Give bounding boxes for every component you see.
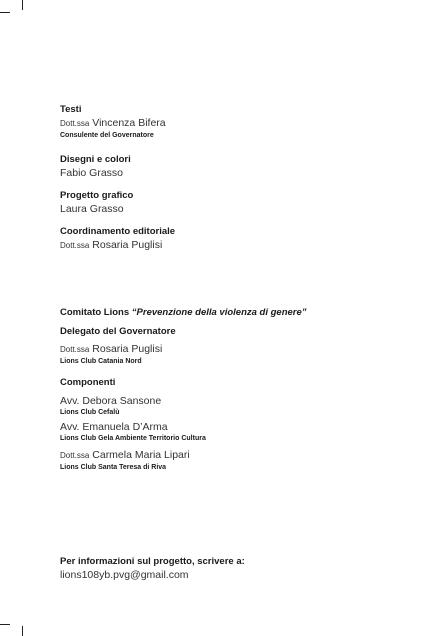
club-name: Lions Club Catania Nord (60, 358, 142, 365)
person-name: Laura Grasso (60, 203, 124, 215)
person-role: Consulente del Governatore (60, 132, 154, 139)
person-name: Avv. Debora Sansone (60, 395, 162, 407)
credit-label: Disegni e colori (60, 154, 131, 165)
person-name: Vincenza Bifera (92, 117, 166, 129)
section-label: Delegato del Governatore (60, 326, 176, 337)
person-name: Carmela Maria Lipari (92, 449, 190, 461)
credit-label: Testi (60, 104, 82, 115)
honorific: Dott.ssa (60, 345, 90, 354)
comitato-name: “Prevenzione della violenza di genere” (131, 307, 307, 318)
club-name: Lions Club Santa Teresa di Riva (60, 464, 167, 471)
member-item (60, 394, 420, 418)
credit-testi (60, 104, 420, 141)
member-item (60, 420, 420, 444)
crop-mark-top-left (0, 12, 10, 13)
member-item (60, 448, 420, 473)
crop-mark-bottom-left (0, 624, 10, 625)
person-name: Avv. Emanuela D’Arma (60, 421, 168, 433)
crop-mark-bottom (22, 626, 23, 636)
contact-email[interactable]: lions108yb.pvg@gmail.com (60, 569, 189, 581)
club-name: Lions Club Cefalù (60, 409, 120, 416)
honorific: Dott.ssa (60, 451, 90, 460)
comitato-heading: Comitato Lions “Prevenzione della violenza di genere” (60, 307, 307, 318)
componenti-label: Componenti (60, 377, 116, 388)
credit-label: Progetto grafico (60, 190, 134, 201)
contact-section (60, 556, 420, 582)
club-name: Lions Club Gela Ambiente Territorio Cultura (60, 435, 206, 442)
person-name: Rosaria Puglisi (92, 343, 163, 355)
person-name: Rosaria Puglisi (92, 239, 163, 251)
credit-label: Coordinamento editoriale (60, 226, 176, 237)
honorific: Dott.ssa (60, 241, 90, 250)
crop-mark-top (22, 0, 23, 10)
credit-disegni (60, 154, 420, 180)
credit-coordinamento (60, 226, 420, 253)
person-name: Fabio Grasso (60, 167, 124, 179)
contact-label: Per informazioni sul progetto, scrivere a: (60, 556, 245, 567)
delegato-section (60, 326, 420, 367)
credit-progetto (60, 190, 420, 216)
honorific: Dott.ssa (60, 119, 90, 128)
